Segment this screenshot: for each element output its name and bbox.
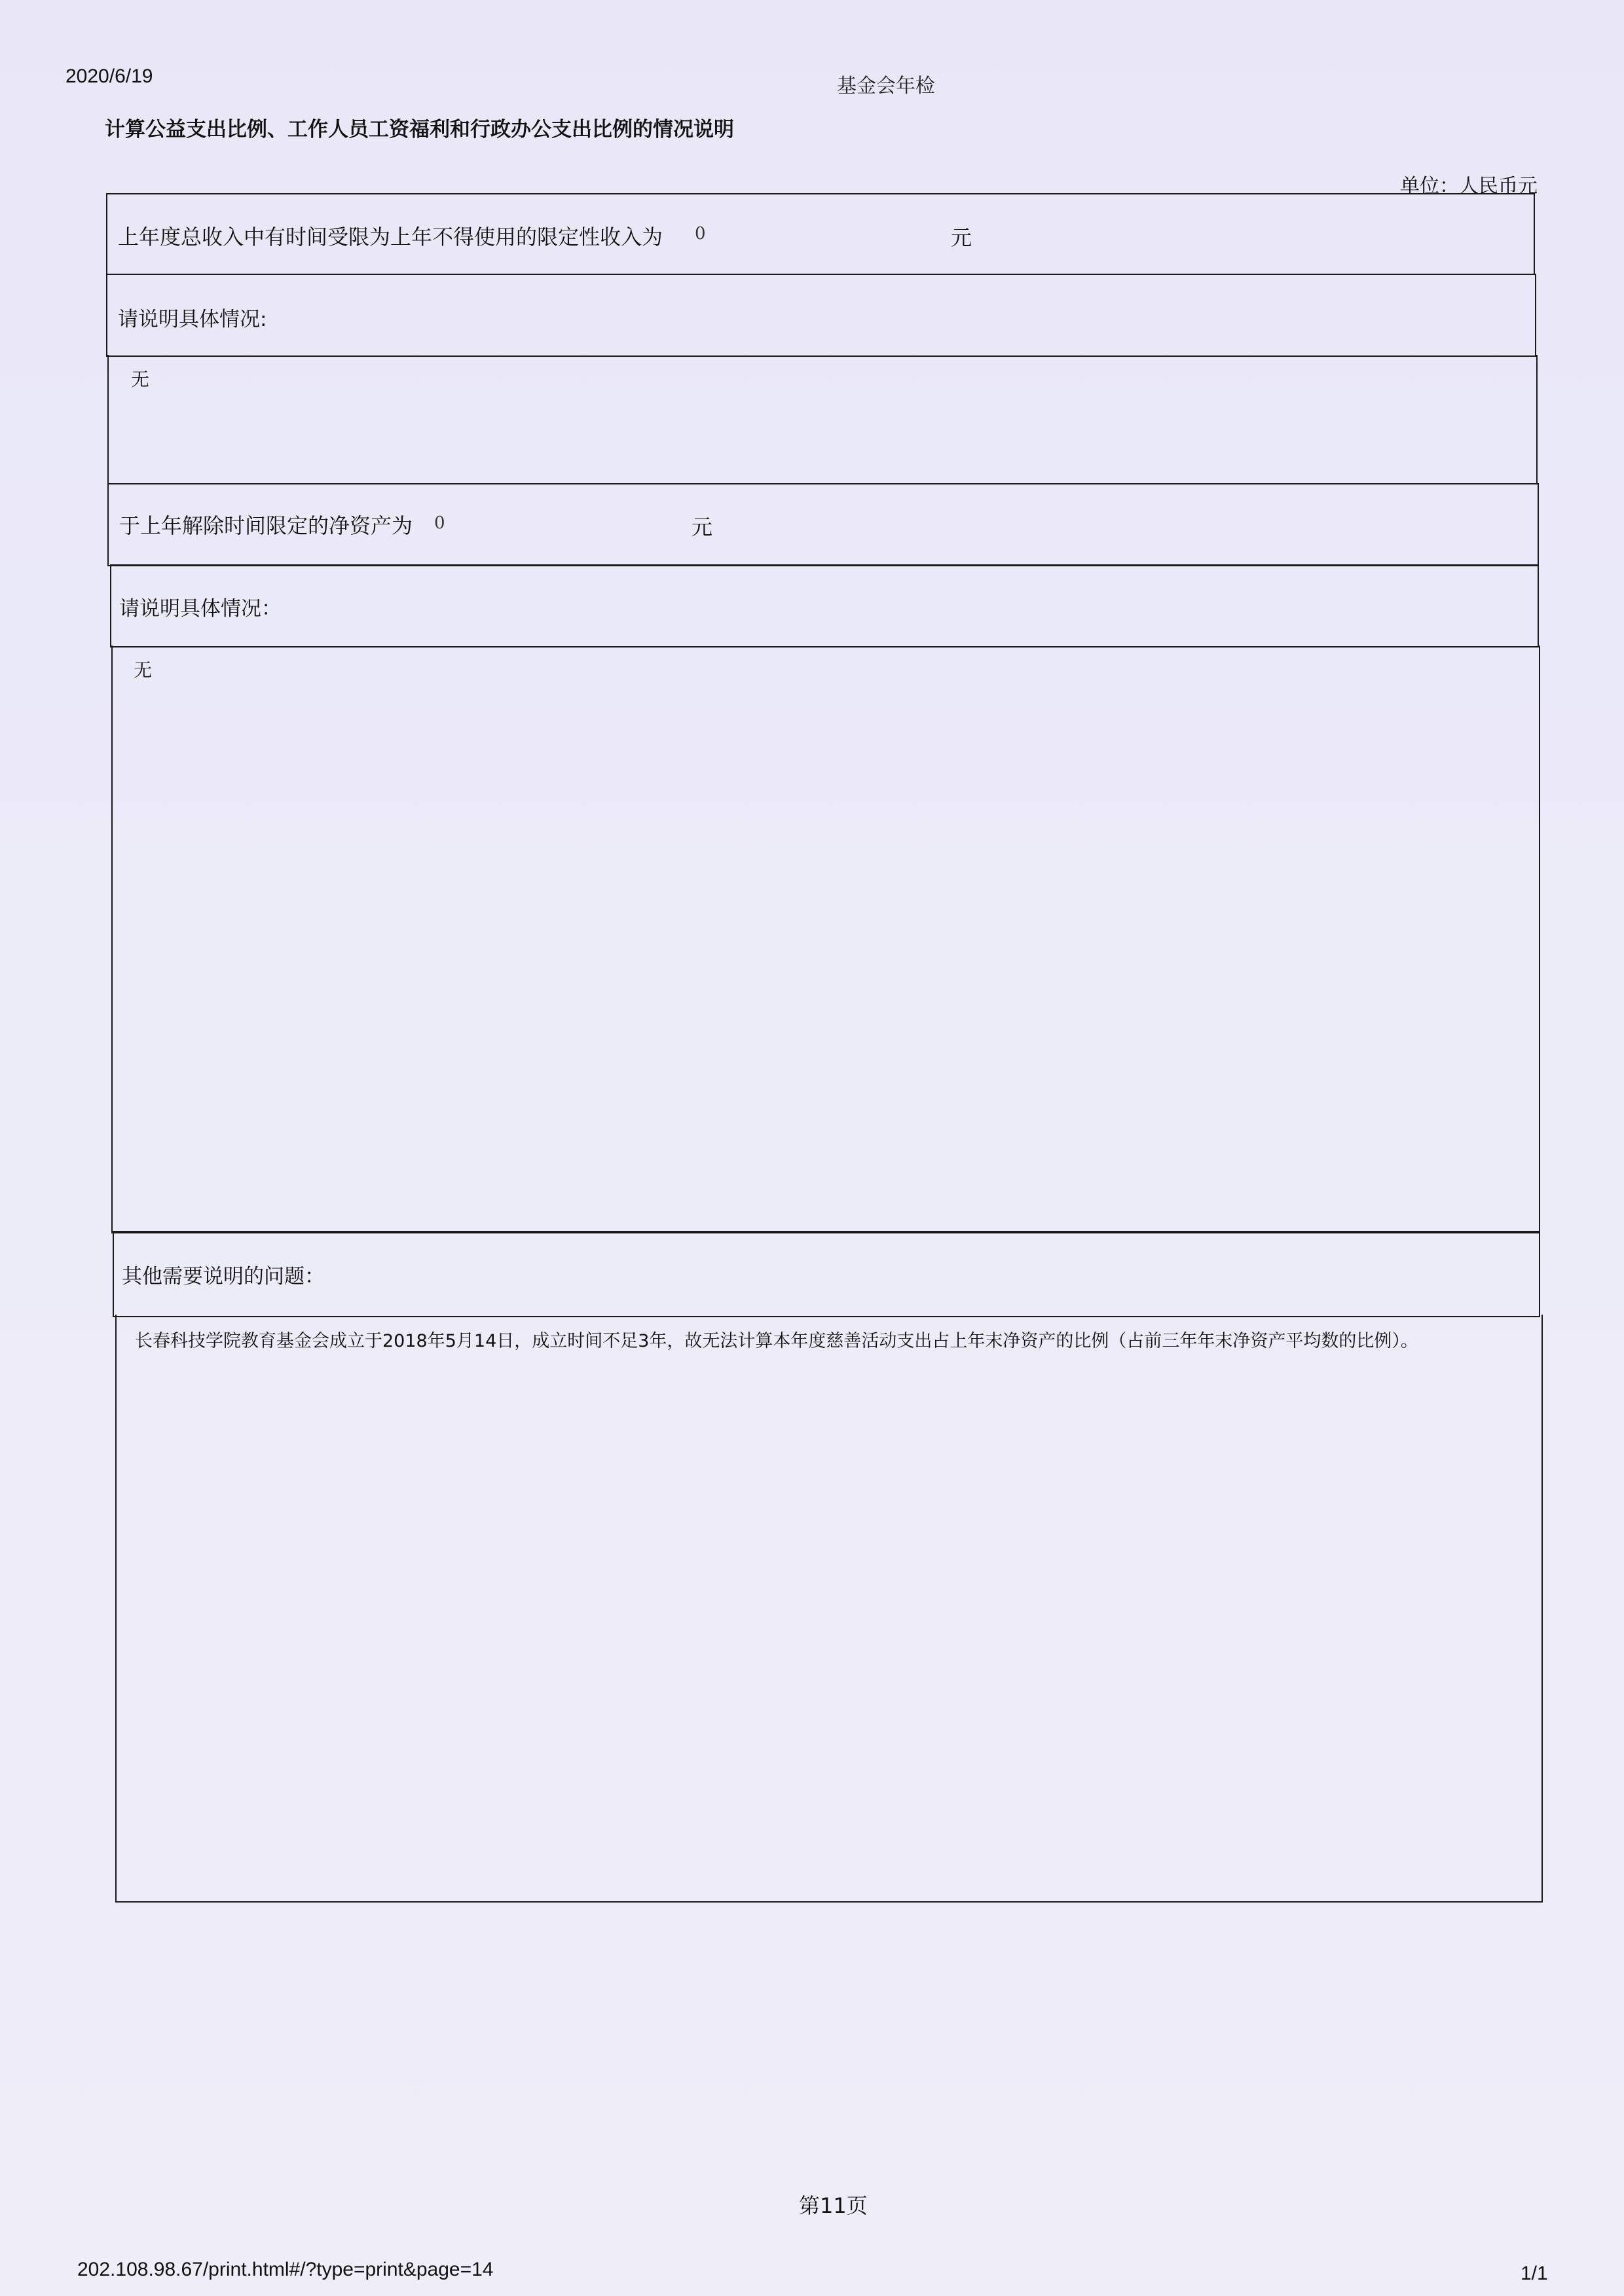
restricted-income-explain-label-row — [106, 274, 1536, 357]
released-net-assets-explain-area — [111, 646, 1540, 1233]
restricted-income-value: 0 — [695, 224, 706, 244]
restricted-income-label: 上年度总收入中有时间受限为上年不得使用的限定性收入为 — [118, 225, 663, 249]
released-net-assets-row — [107, 483, 1539, 566]
page-number: 第11页 — [799, 2193, 868, 2218]
restricted-income-row — [106, 193, 1535, 275]
released-net-assets-explain-text: 无 — [134, 659, 153, 681]
page-count: 1/1 — [1521, 2263, 1548, 2284]
restricted-income-explain-area — [107, 355, 1538, 484]
document-title: 计算公益支出比例、工作人员工资福利和行政办公支出比例的情况说明 — [105, 118, 734, 141]
other-issues-text: 长春科技学院教育基金会成立于2018年5月14日，成立时间不足3年，故无法计算本年度慈善活动支出占上年末净资产的比例（占前三年年末净资产平均数的比例）。 — [135, 1331, 1418, 1351]
print-url: 202.108.98.67/print.html#/?type=print&page=14 — [77, 2259, 494, 2280]
restricted-income-currency: 元 — [951, 225, 972, 250]
released-net-assets-label: 于上年解除时间限定的净资产为 — [119, 513, 413, 538]
other-issues-area — [115, 1315, 1543, 1903]
print-date: 2020/6/19 — [65, 65, 153, 87]
released-net-assets-explain-label-row — [110, 564, 1539, 647]
restricted-income-explain-label: 请说明具体情况: — [118, 308, 267, 331]
released-net-assets-value: 0 — [434, 513, 445, 533]
released-net-assets-currency: 元 — [692, 515, 713, 539]
restricted-income-explain-text: 无 — [131, 369, 150, 390]
other-issues-label-row — [113, 1231, 1540, 1317]
released-net-assets-explain-label: 请说明具体情况： — [119, 597, 282, 621]
currency-unit: 单位：人民币元 — [1400, 175, 1538, 198]
header-title: 基金会年检 — [837, 75, 935, 98]
other-issues-label: 其他需要说明的问题： — [122, 1265, 325, 1288]
